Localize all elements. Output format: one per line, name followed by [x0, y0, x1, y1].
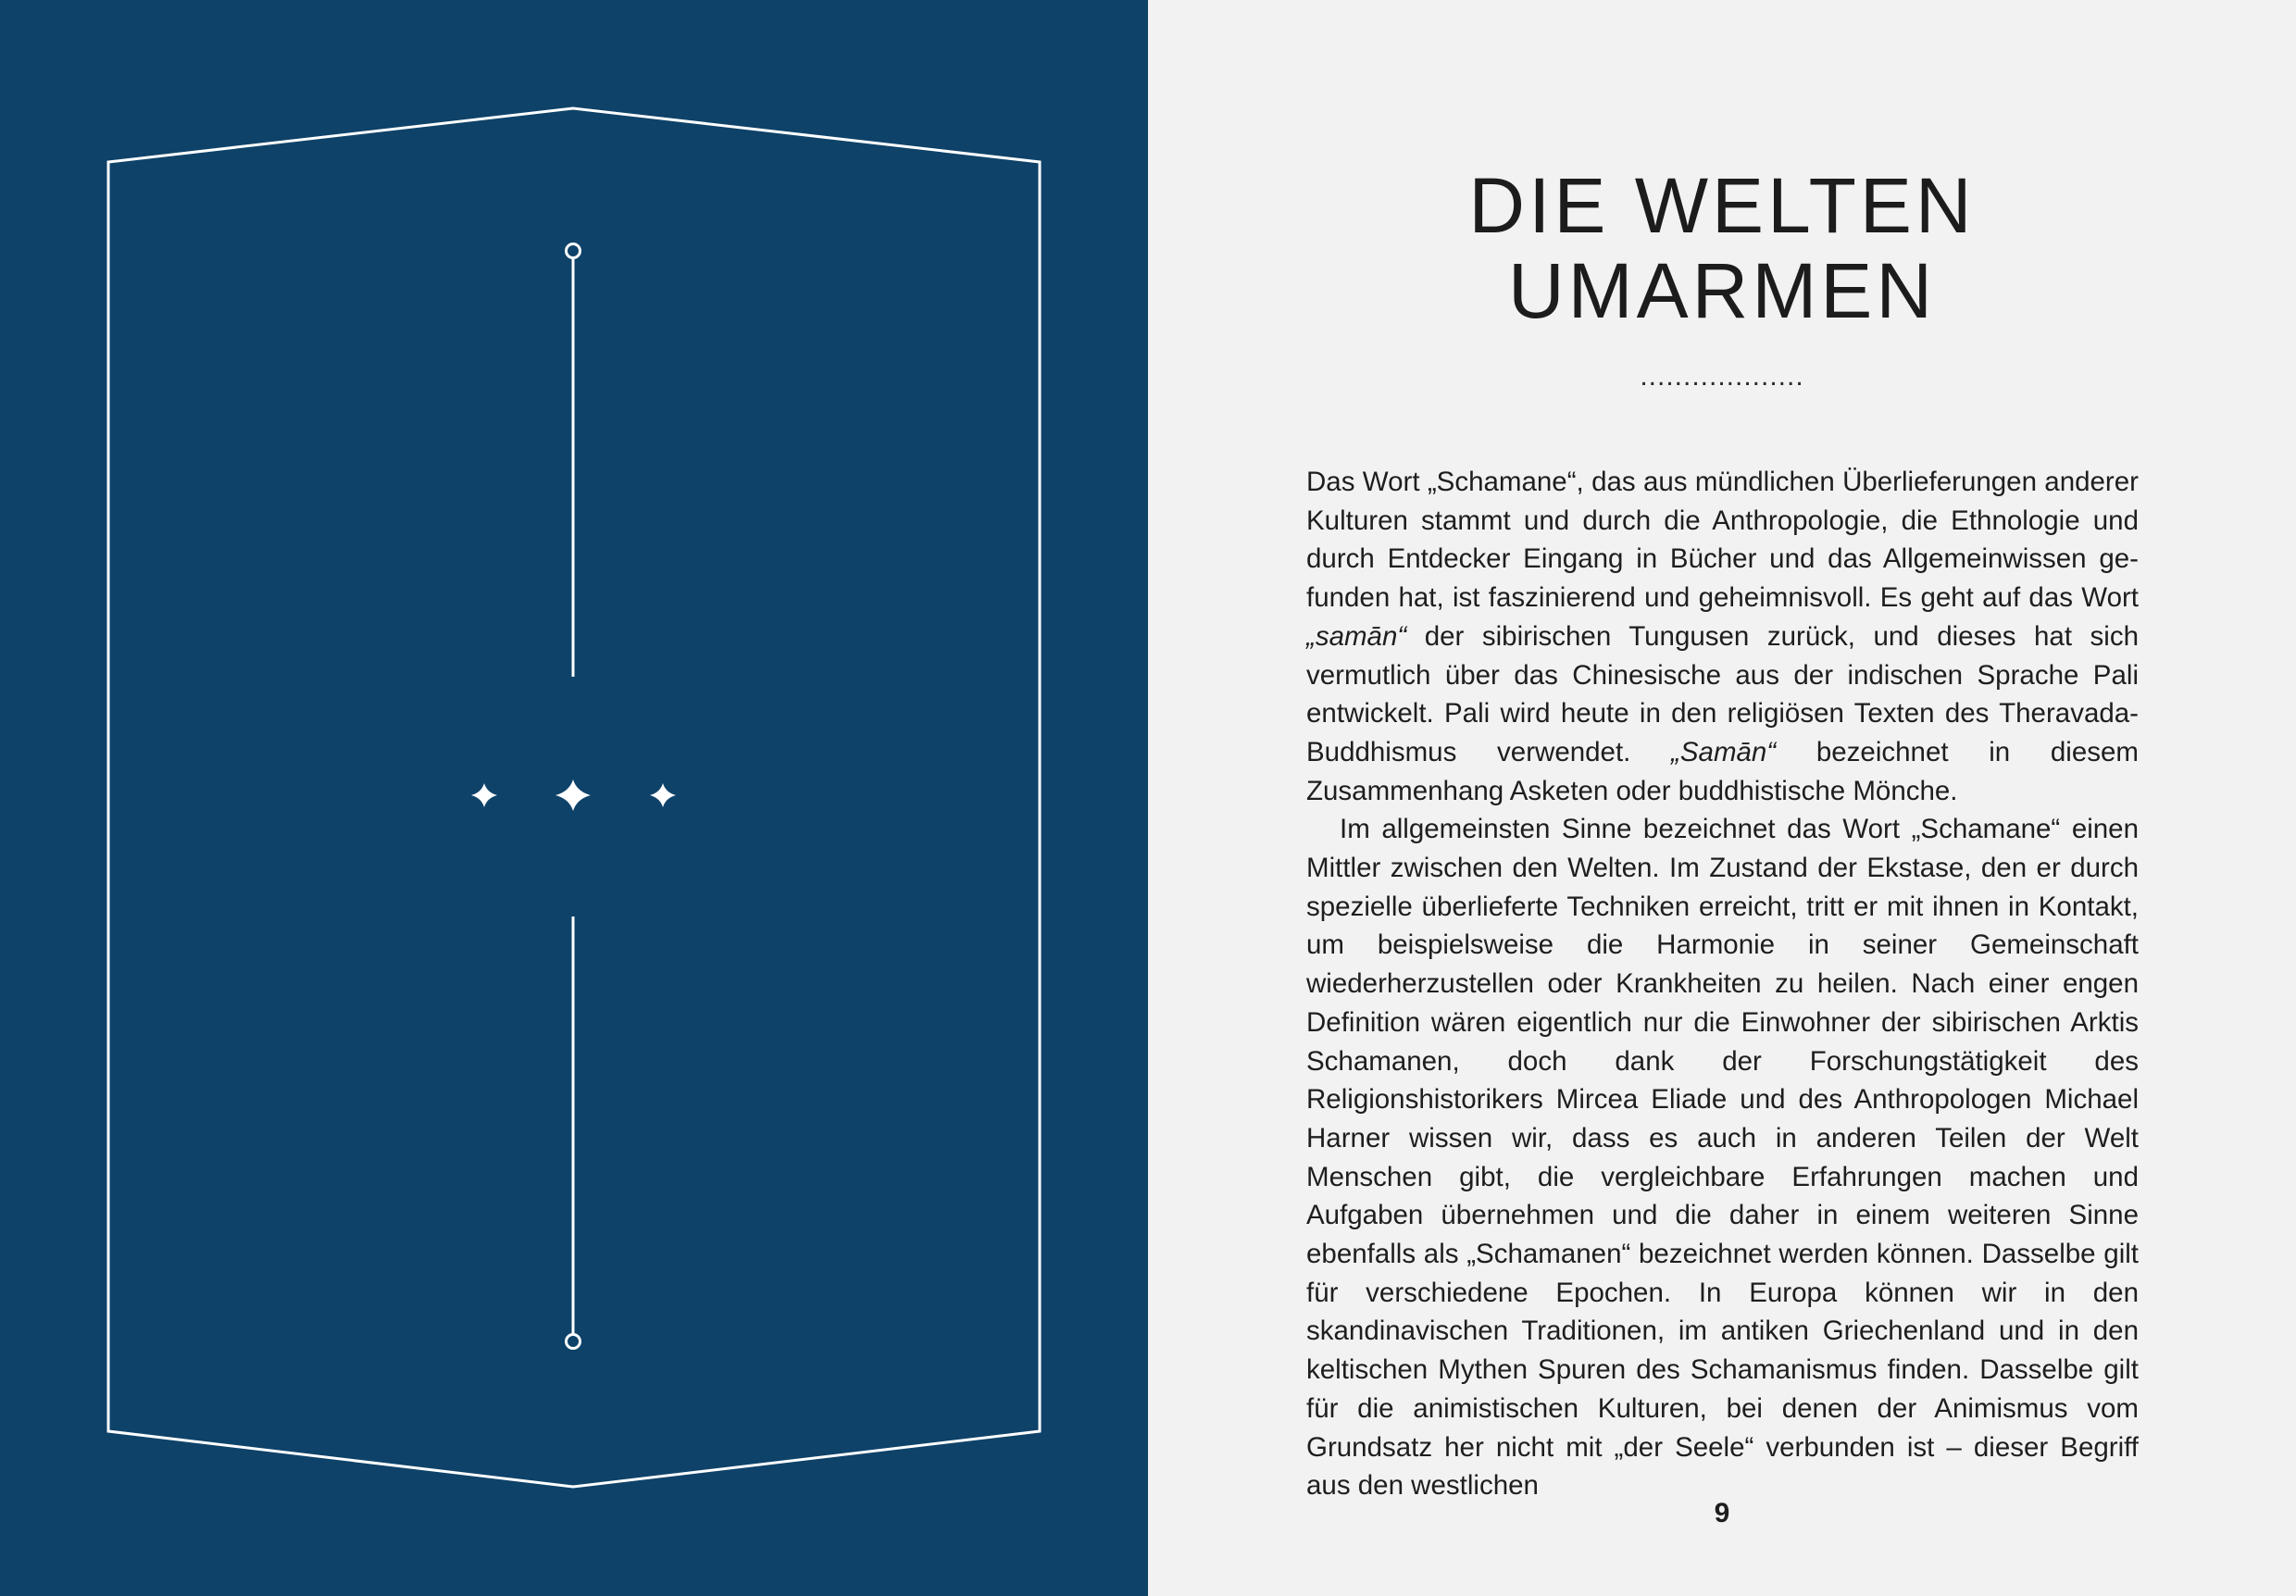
paragraph-1-part1: Das Wort „Schamane“, das aus mündlichen Überlieferungen anderer Kulturen stammt und durch die Anthropologie, die Ethnologie und durch Entdecker Eingang in Bücher und das Allgemeinwissen gefunden hat, ist faszinierend und geheimnisvoll. Es geht auf das Wort [1306, 467, 2139, 614]
sparkle-right-icon [650, 783, 676, 807]
upper-endpoint-circle [567, 244, 580, 258]
paragraph-1-part3: bezeichnet in diesem Zusammenhang Asketen oder buddhistische Mönche. [1306, 736, 2139, 806]
dotted-divider: ................... [1640, 361, 1804, 392]
sparkle-left-icon [471, 783, 497, 807]
chapter-title-line2: UMARMEN [1508, 247, 1936, 334]
lower-endpoint-circle [567, 1335, 580, 1349]
paragraph-2: Im allgemeinsten Sinne bezeichnet das Wort „Schamane“ einen Mittler zwischen den Welten. Im Zustand der Ekstase, den er durch spezielle überlieferte Techniken erreicht, tritt er mit ihnen in Kontakt, um beispielsweise die Harmonie in seiner Gemeinschaft wiederherzustellen oder Krankheiten zu heilen. Nach einer engen Definition wären eigentlich nur die Einwohner der sibirischen Arktis Schamanen, doch dank der Forschungstätigkeit des Religionshistorikers Mircea Eliade und des Anthropologen Michael Harner wissen wir, dass es auch in anderen Teilen der Welt Menschen gibt, die vergleichbare Erfahrungen machen und Aufgaben übernehmen und die daher in einem weiteren Sinne ebenfalls als „Schamanen“ bezeichnet werden können. Dasselbe gilt für verschiedene Epochen. In Europa können wir in den skandinavischen Traditionen, im antiken Griechenland und in den keltischen Mythen Spuren des Schamanismus finden. Dasselbe gilt für die animistischen Kulturen, bei denen der Animismus vom Grundsatz her nicht mit „der Seele“ verbunden ist – dieser Begriff aus den westlichen [1306, 814, 2139, 1502]
paragraph-1-part2: der sibirischen Tungusen zurück, und dieses hat sich vermutlich über das Chinesische aus der indischen Sprache Pali entwickelt. Pali wird heute in den religiösen Texten des Theravada-Buddhismus verwendet. [1306, 620, 2139, 767]
chapter-title [1148, 163, 2296, 333]
page-number: 9 [1714, 1498, 1730, 1528]
right-page-text [1148, 0, 2296, 1596]
italic-term-saman-capital: „Samān“ [1671, 736, 1777, 767]
paragraph-1 [1306, 463, 2139, 810]
chapter-title-line1: DIE WELTEN [1468, 162, 1976, 249]
italic-term-saman: „samān“ [1306, 620, 1407, 652]
sparkle-center-icon [555, 779, 591, 811]
body-text [1306, 463, 2139, 1505]
